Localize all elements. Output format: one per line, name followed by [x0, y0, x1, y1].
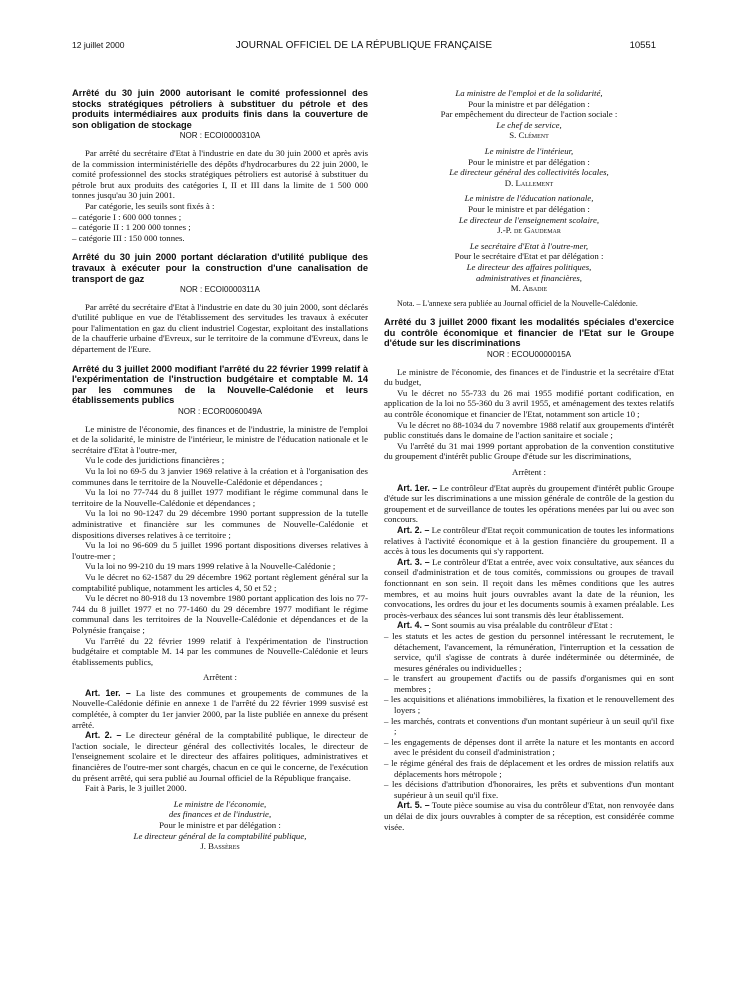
clause-text: Le contrôleur d'Etat auprès du groupement d'intérêt public Groupe d'étude sur les discriminations a une mission générale de contrôle de la gestion du groupement et de surveillance de toutes les opérations menées par lui ou avec son concours.: [384, 482, 674, 525]
clause-label: Art. 3. –: [397, 556, 430, 567]
article-clause: [384, 620, 674, 631]
article-1-nor: NOR : ECOI0000310A: [179, 131, 261, 141]
visa: Vu le décret no 80-918 du 13 novembre 1980 portant application des lois no 77-744 du 8 juillet 1977 et no 77-1460 du 29 décembre 1977 modifiant le régime communal dans les territoires de la Nouvelle-Calédonie et dépendances et de la Polynésie française ;: [72, 593, 368, 635]
signature-name: J.-P. de Gaudemar: [497, 225, 561, 236]
signature-title: Le directeur général de la comptabilité publique,: [133, 830, 307, 841]
clause-text: Le contrôleur d'Etat a entrée, avec voix consultative, aux séances du conseil d'administration et de tous comités, commissions ou groupes de travail fonctionnant en son sein. Il reçoit dans les mêmes conditions que les autres membres, et au moins huit jours ouvrables avant la date de la réunion, les convocations, les ordres du jour et les documents soumis à examen préalable. Les procès-verbaux des séances lui sont transmis dès leur établissement.: [384, 556, 674, 620]
right-column: [384, 88, 674, 832]
article-4-preamble: Le ministre de l'économie, des finances et de l'industrie et la secrétaire d'Etat du budget,: [384, 366, 674, 388]
article-1-body: Par arrêté du secrétaire d'Etat à l'industrie en date du 30 juin 2000 et après avis de la commission interministérielle des dépôts d'hydrocarbures du 22 juin 2000, le comité professionnel des stocks stratégiques pétroliers est autorisé à substituer du pétrole brut aux produits des catégories I, II et III dans la limite de 1 500 000 tonnes jusqu'au 30 juin 2001.: [72, 147, 368, 201]
clause-text: La liste des communes et groupements de communes de la Nouvelle-Calédonie définie en annexe 1 de l'arrêté du 22 février 1999 susvisé est complétée, à compter du 1er janvier 2000, par la liste publiée en annexe du présent arrêté.: [72, 687, 368, 730]
list-item: – catégorie III : 150 000 tonnes.: [72, 232, 185, 243]
visa: Vu le décret no 88-1034 du 7 novembre 1988 relatif aux groupements d'intérêt public constitués dans le domaine de l'action sanitaire et sociale ;: [384, 419, 674, 441]
done-at: Fait à Paris, le 3 juillet 2000.: [85, 783, 187, 794]
visa: Vu la loi no 77-744 du 8 juillet 1977 modifiant le régime communal dans le territoire de la Nouvelle-Calédonie et dépendances ;: [72, 487, 368, 508]
list-item: – catégorie II : 1 200 000 tonnes ;: [72, 222, 191, 233]
article-1-title: Arrêté du 30 juin 2000 autorisant le comité professionnel des stocks stratégiques pétroliers à substituer du pétrole et des produits intermédiaires aux produits finis dans la couverture de son obligation de stockage: [72, 88, 368, 130]
signature-name: J. Bassères: [200, 841, 240, 852]
article-4-title: Arrêté du 3 juillet 2000 fixant les modalités spéciales d'exercice du contrôle économique et financier de l'Etat sur le Groupe d'étude sur les discriminations: [384, 317, 674, 349]
signature-title: Le directeur de l'enseignement scolaire,: [458, 214, 600, 225]
signature-delegation: Pour le ministre et par délégation :: [159, 820, 281, 830]
article-clause: [384, 557, 674, 621]
signature-delegation: Pour la ministre et par délégation :: [468, 98, 590, 109]
page-number: 10551: [629, 40, 656, 51]
clause-label: Art. 2. –: [397, 524, 430, 535]
arretent: Arrêtent :: [512, 467, 546, 477]
visa: Vu la loi no 96-609 du 5 juillet 1996 portant dispositions diverses relatives à l'outre-mer ;: [72, 540, 368, 561]
signature-delegation: Pour le ministre et par délégation :: [468, 203, 590, 214]
article-2-title: Arrêté du 30 juin 2000 portant déclaration d'utilité publique des travaux à exécuter pour la construction d'une canalisation de transport de gaz: [72, 252, 368, 284]
page-header: [72, 40, 656, 54]
signature-role: Le ministre de l'intérieur,: [484, 145, 574, 156]
list-item: – les statuts et les actes de gestion du personnel intéressant le recrutement, le détachement, l'avancement, la rémunération, l'interruption et la cessation de service, qu'il s'agisse de contrats à durée indéterminée ou déterminée, de mesures générales ou individuelles ;: [384, 630, 674, 673]
clause-label: Art. 5. –: [397, 800, 430, 811]
visa: Vu l'arrêté du 22 février 1999 relatif à l'expérimentation de l'instruction budgétaire et comptable M. 14 par les communes de Nouvelle-Calédonie et leurs établissements publics,: [72, 635, 368, 667]
signature-name: M. Abadie: [510, 283, 548, 294]
visa: Vu la loi no 99-210 du 19 mars 1999 relative à la Nouvelle-Calédonie ;: [85, 561, 336, 572]
clause-label: Art. 4. –: [397, 620, 430, 631]
clause-text: Toute pièce soumise au visa du contrôleur d'Etat, non renvoyée dans un délai de dix jours ouvrables à compter de sa réception, est considérée comme visée.: [384, 800, 674, 832]
article-clause: [72, 688, 368, 730]
clause-label: Art. 1er. –: [85, 687, 131, 698]
signature-title: Le directeur des affaires politiques,: [466, 261, 592, 272]
signature-role: Le secrétaire d'Etat à l'outre-mer,: [469, 240, 589, 251]
article-clause: [384, 483, 674, 525]
visa: Vu la loi no 69-5 du 3 janvier 1969 relative à la création et à l'organisation des communes dans le territoire de la Nouvelle-Calédonie et dépendances ;: [72, 466, 368, 487]
list-item: – le régime général des frais de déplacement et les ordres de mission relatifs aux déplacements hors métropole ;: [384, 758, 674, 779]
signature-role: Le ministre de l'éducation nationale,: [464, 193, 594, 204]
visa: Vu la loi no 90-1247 du 29 décembre 1990 portant suppression de la tutelle administrative et financière sur les communes de Nouvelle-Calédonie et dispositions diverses relatives à ce territoire ;: [72, 508, 368, 540]
arretent: Arrêtent :: [203, 672, 237, 683]
signature-role: La ministre de l'emploi et de la solidarité,: [455, 88, 603, 98]
signature-impediment: Par empêchement du directeur de l'action sociale :: [440, 109, 618, 120]
signature-delegation: Pour le ministre et par délégation :: [468, 156, 590, 167]
article-clause: [72, 730, 368, 783]
article-clause: [384, 800, 674, 832]
list-item: – les décisions d'attribution d'honoraires, les prêts et subventions d'un montant supérieur à un seuil qu'il fixe.: [384, 779, 674, 800]
article-3-title: Arrêté du 3 juillet 2000 modifiant l'arrêté du 22 février 1999 relatif à l'expérimentation de l'instruction budgétaire et comptable M. 14 par les communes de la Nouvelle-Calédonie et leurs établissements publics: [72, 363, 368, 406]
list-item: – catégorie I : 600 000 tonnes ;: [72, 211, 182, 222]
signature-role: des finances et de l'industrie,: [168, 809, 272, 820]
clause-label: Art. 1er. –: [397, 482, 438, 493]
header-date: 12 juillet 2000: [72, 40, 125, 50]
signature-delegation: Pour le secrétaire d'Etat et par délégation :: [454, 251, 604, 262]
list-item: – le transfert au groupement d'actifs ou de passifs d'organismes qui en sont membres ;: [384, 673, 674, 694]
list-item: – les engagements de dépenses dont il arrête la nature et les montants en accord avec le président du conseil d'administration ;: [384, 736, 674, 758]
journal-title: JOURNAL OFFICIEL DE LA RÉPUBLIQUE FRANÇAISE: [235, 40, 493, 51]
signature-name: D. Lallement: [504, 177, 554, 188]
clause-text: Sont soumis au visa préalable du contrôleur d'Etat :: [431, 620, 613, 631]
article-1-thresholds-intro: Par catégorie, les seuils sont fixés à :: [85, 200, 215, 211]
signature-name: S. Clément: [509, 130, 549, 141]
article-2-body: Par arrêté du secrétaire d'Etat à l'industrie en date du 30 juin 2000, sont déclarés d'utilité publique en vue de l'établissement des servitudes les travaux à exécuter pour l'alimentation en gaz du client industriel Cogestar, exploitant des installations de la chaufferie urbaine d'Evreux, sur le territoire de la commune d'Evreux, dans le département de l'Eure.: [72, 301, 368, 355]
visa: Vu le décret no 62-1587 du 29 décembre 1962 portant règlement général sur la comptabilité publique, notamment les articles 4, 50 et 52 ;: [72, 571, 368, 593]
signature-title: Le chef de service,: [496, 119, 562, 130]
clause-label: Art. 2. –: [85, 730, 122, 741]
clause-text: Le directeur général de la comptabilité publique, le directeur de l'action sociale, le directeur général des collectivités locales, le directeur de l'enseignement scolaire et le directeur des affaires politiques, administratives et financières de l'outre-mer sont chargés, chacun en ce qui le concerne, de l'exécution du présent arrêté, qui sera publié au Journal officiel de la République française.: [72, 730, 368, 783]
left-column: [72, 88, 368, 852]
article-3-preamble: Le ministre de l'économie, des finances et de l'industrie, la ministre de l'emploi et de la solidarité, le ministre de l'intérieur, le ministre de l'éducation nationale et le secrétaire d'Etat à l'outre-mer,: [72, 423, 368, 455]
article-clause: [384, 525, 674, 557]
clause-text: Le contrôleur d'Etat reçoit communication de toutes les informations relatives à l'activité économique et à la gestion financière du groupement. Il a accès à tous les documents qui s'y rapportent.: [384, 524, 674, 557]
signature-title: administratives et financières,: [476, 272, 582, 283]
article-2-nor: NOR : ECOI0000311A: [180, 285, 260, 295]
list-item: – les acquisitions et aliénations immobilières, la fixation et le renouvellement des loyers ;: [384, 694, 674, 716]
article-4-nor: NOR : ECOU0000015A: [486, 350, 572, 360]
signature-title: Le directeur général des collectivités locales,: [449, 167, 609, 178]
signature-role: Le ministre de l'économie,: [173, 798, 267, 809]
visa: Vu l'arrêté du 31 mai 1999 portant approbation de la convention constitutive du groupement d'intérêt public Groupe d'étude sur les discriminations,: [384, 440, 674, 462]
article-3-nor: NOR : ECOR0060049A: [177, 407, 263, 417]
visa: Vu le code des juridictions financières ;: [85, 455, 225, 466]
visa: Vu le décret no 55-733 du 26 mai 1955 modifié portant codification, en application de la loi no 55-360 du 3 avril 1955, et aménagement des textes relatifs au contrôle économique et financier de l'Etat, notamment son article 10 ;: [384, 387, 674, 420]
list-item: – les marchés, contrats et conventions d'un montant supérieur à un seuil qu'il fixe ;: [384, 715, 674, 737]
note: Nota. – L'annexe sera publiée au Journal officiel de la Nouvelle-Calédonie.: [397, 298, 638, 308]
